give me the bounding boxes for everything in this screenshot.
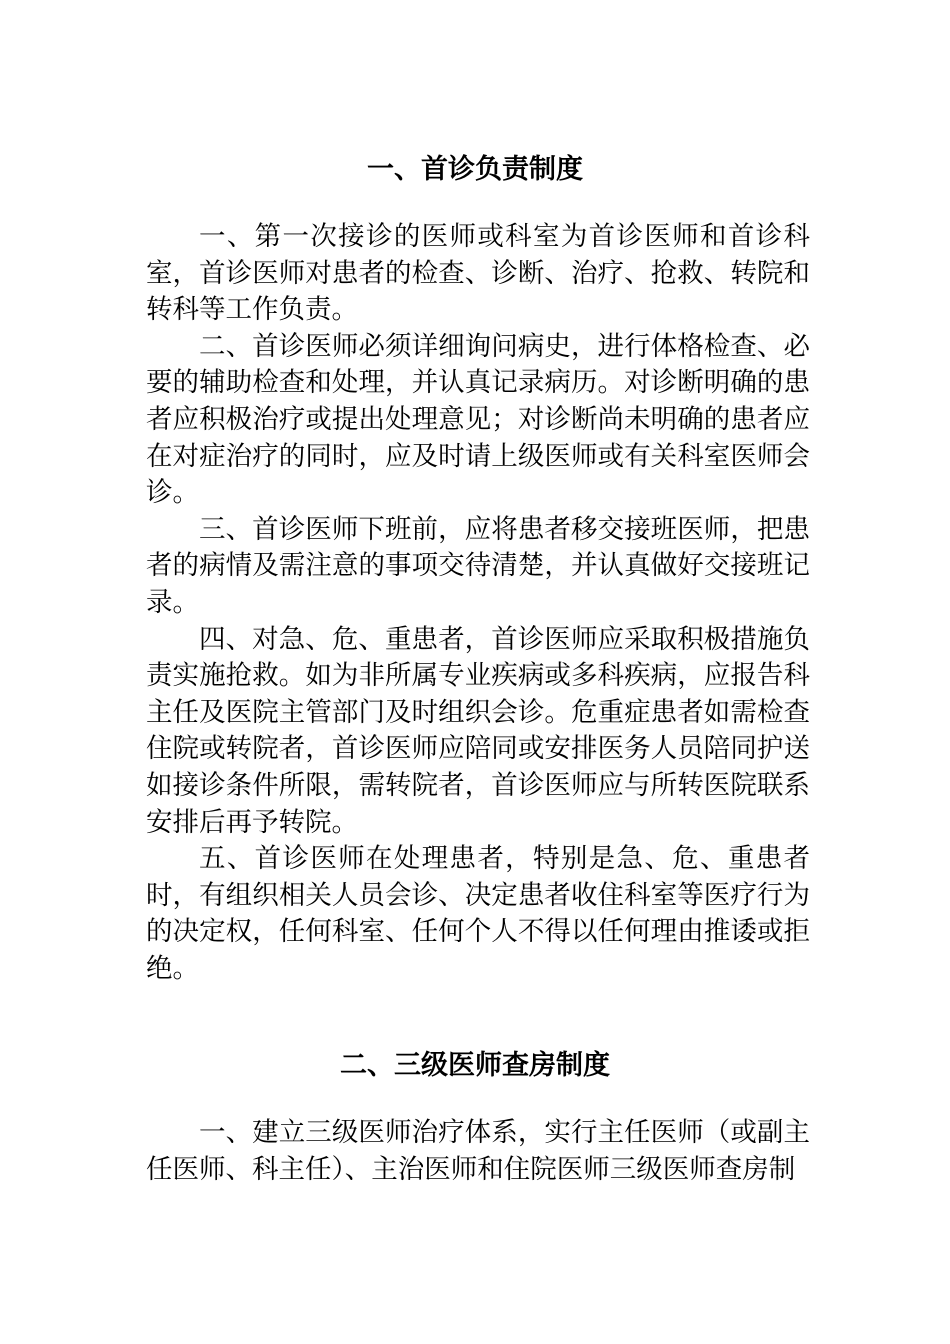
section-title-ward-rounds: 二、三级医师查房制度 — [340, 1050, 610, 1081]
paragraph: 二、首诊医师必须详细询问病史，进行体格检查、必要的辅助检查和处理，并认真记录病历。对诊断明确的患者应积极治疗或提出处理意见；对诊断尚未明确的患者应在对症治疗的同时，应及时请上级医师或有关科室医师会诊。 — [146, 330, 810, 509]
paragraph: 一、建立三级医师治疗体系，实行主任医师（或副主任医师、科主任）、主治医师和住院医师三级医师查房制 — [146, 1117, 810, 1185]
section-body-ward-rounds — [146, 1115, 810, 1188]
paragraph: 三、首诊医师下班前，应将患者移交接班医师，把患者的病情及需注意的事项交待清楚，并认真做好交接班记录。 — [146, 513, 810, 618]
section-body-first-visit — [146, 219, 810, 987]
paragraph: 五、首诊医师在处理患者，特别是急、危、重患者时，有组织相关人员会诊、决定患者收住科室等医疗行为的决定权，任何科室、任何个人不得以任何理由推诿或拒绝。 — [146, 843, 810, 984]
paragraph: 一、第一次接诊的医师或科室为首诊医师和首诊科室，首诊医师对患者的检查、诊断、治疗、抢救、转院和转科等工作负责。 — [146, 221, 810, 326]
section-title-first-visit: 一、首诊负责制度 — [367, 154, 583, 185]
paragraph: 四、对急、危、重患者，首诊医师应采取积极措施负责实施抢救。如为非所属专业疾病或多科疾病，应报告科主任及医院主管部门及时组织会诊。危重症患者如需检查住院或转院者，首诊医师应陪同或安排医务人员陪同护送如接诊条件所限，需转院者，首诊医师应与所转医院联系安排后再予转院。 — [146, 623, 810, 838]
